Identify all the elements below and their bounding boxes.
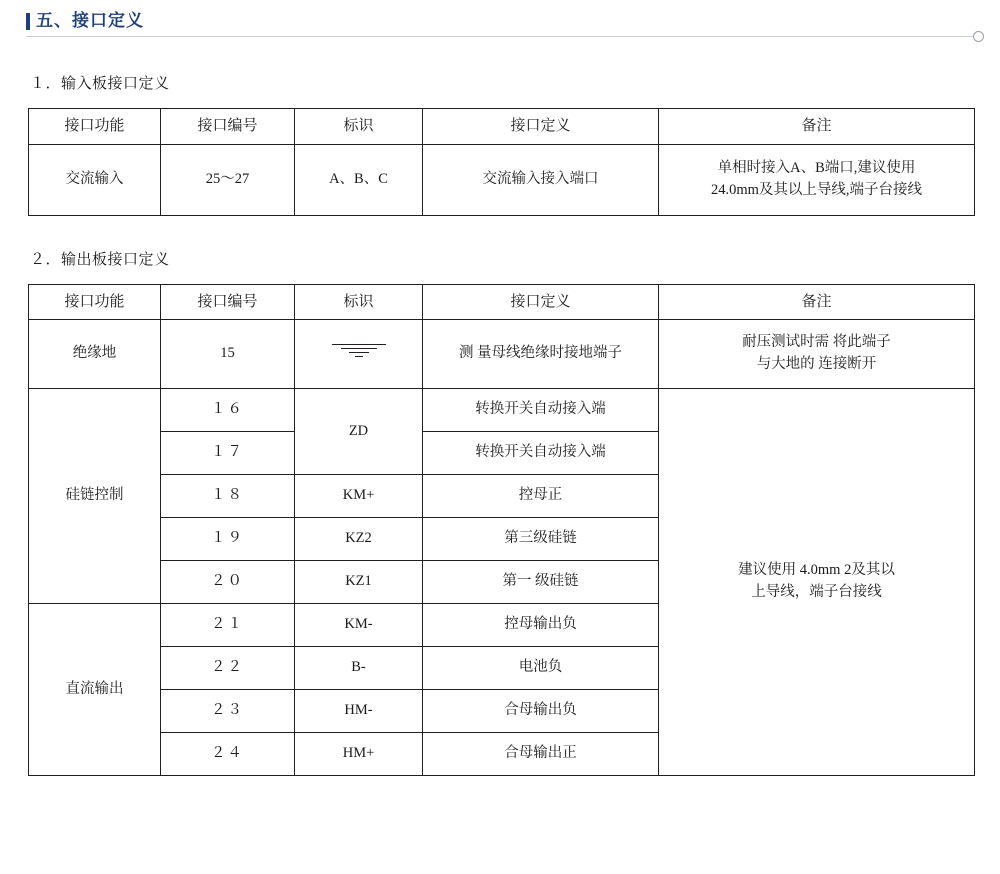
cell-number: ２０ — [161, 561, 295, 604]
column-header-number: 接口编号 — [161, 109, 295, 145]
cell-mark: B- — [295, 647, 423, 690]
cell-mark: KZ1 — [295, 561, 423, 604]
cell-definition: 控母输出负 — [423, 604, 659, 647]
cell-definition: 交流输入接入端口 — [423, 144, 659, 215]
input-board-table — [28, 108, 975, 216]
header-divider — [26, 36, 978, 37]
cell-number: 25～27 — [161, 144, 295, 215]
cell-mark: ZD — [295, 389, 423, 475]
cell-note-shared — [659, 389, 975, 776]
cell-number: １６ — [161, 389, 295, 432]
cell-number: ２２ — [161, 647, 295, 690]
header-dot-icon — [973, 31, 984, 42]
cell-number: ２１ — [161, 604, 295, 647]
section-accent-bar — [26, 13, 30, 30]
note-line-2: 上导线，端子台接线 — [751, 584, 882, 600]
column-header-mark: 标识 — [295, 109, 423, 145]
table-row-insulation-ground — [29, 320, 975, 389]
page-title: 五、接口定义 — [36, 11, 144, 30]
cell-number: １７ — [161, 432, 295, 475]
section-header — [0, 0, 1000, 38]
input-board-heading-wrap — [0, 74, 1000, 94]
cell-definition: 第三级硅链 — [423, 518, 659, 561]
note-line-1: 耐压测试时需 将此端子 — [742, 334, 891, 351]
note-line-1: 建议使用 4.0mm 2及其以 — [738, 562, 895, 579]
input-board-heading: １．输入板接口定义 — [30, 76, 170, 92]
cell-note — [659, 144, 975, 215]
cell-definition: 测 量母线绝缘时接地端子 — [423, 320, 659, 389]
cell-function-silicon-chain: 硅链控制 — [29, 389, 161, 604]
cell-mark: HM- — [295, 690, 423, 733]
note-line-2: 24.0mm及其以上导线,端子台接线 — [710, 181, 923, 198]
note-line-2: 与大地的 连接断开 — [756, 356, 877, 372]
cell-number: 15 — [161, 320, 295, 389]
output-board-heading-wrap — [0, 250, 1000, 270]
column-header-function: 接口功能 — [29, 284, 161, 320]
table-row — [29, 389, 975, 432]
column-header-definition: 接口定义 — [423, 284, 659, 320]
cell-definition: 转换开关自动接入端 — [423, 432, 659, 475]
cell-definition: 控母正 — [423, 475, 659, 518]
cell-number: ２４ — [161, 733, 295, 776]
column-header-number: 接口编号 — [161, 284, 295, 320]
cell-mark-ground — [295, 320, 423, 389]
table-row — [29, 144, 975, 215]
cell-definition: 合母输出负 — [423, 690, 659, 733]
note-line-1: 单相时接入A、B端口,建议使用 — [717, 159, 916, 176]
cell-definition: 第一 级硅链 — [423, 561, 659, 604]
cell-definition: 电池负 — [423, 647, 659, 690]
column-header-note: 备注 — [659, 284, 975, 320]
column-header-note: 备注 — [659, 109, 975, 145]
cell-function-dc-output: 直流输出 — [29, 604, 161, 776]
cell-mark: HM+ — [295, 733, 423, 776]
table-header-row — [29, 109, 975, 145]
cell-number: １８ — [161, 475, 295, 518]
cell-mark: KM+ — [295, 475, 423, 518]
cell-mark: KZ2 — [295, 518, 423, 561]
column-header-definition: 接口定义 — [423, 109, 659, 145]
cell-definition: 合母输出正 — [423, 733, 659, 776]
column-header-mark: 标识 — [295, 284, 423, 320]
cell-number: １９ — [161, 518, 295, 561]
cell-number: ２３ — [161, 690, 295, 733]
ground-icon — [331, 341, 387, 359]
cell-function: 交流输入 — [29, 144, 161, 215]
cell-mark: KM- — [295, 604, 423, 647]
output-board-table — [28, 284, 975, 777]
column-header-function: 接口功能 — [29, 109, 161, 145]
cell-note — [659, 320, 975, 389]
cell-mark: A、B、C — [295, 144, 423, 215]
cell-function: 绝缘地 — [29, 320, 161, 389]
table-header-row — [29, 284, 975, 320]
cell-definition: 转换开关自动接入端 — [423, 389, 659, 432]
output-board-heading: ２．输出板接口定义 — [30, 251, 170, 268]
